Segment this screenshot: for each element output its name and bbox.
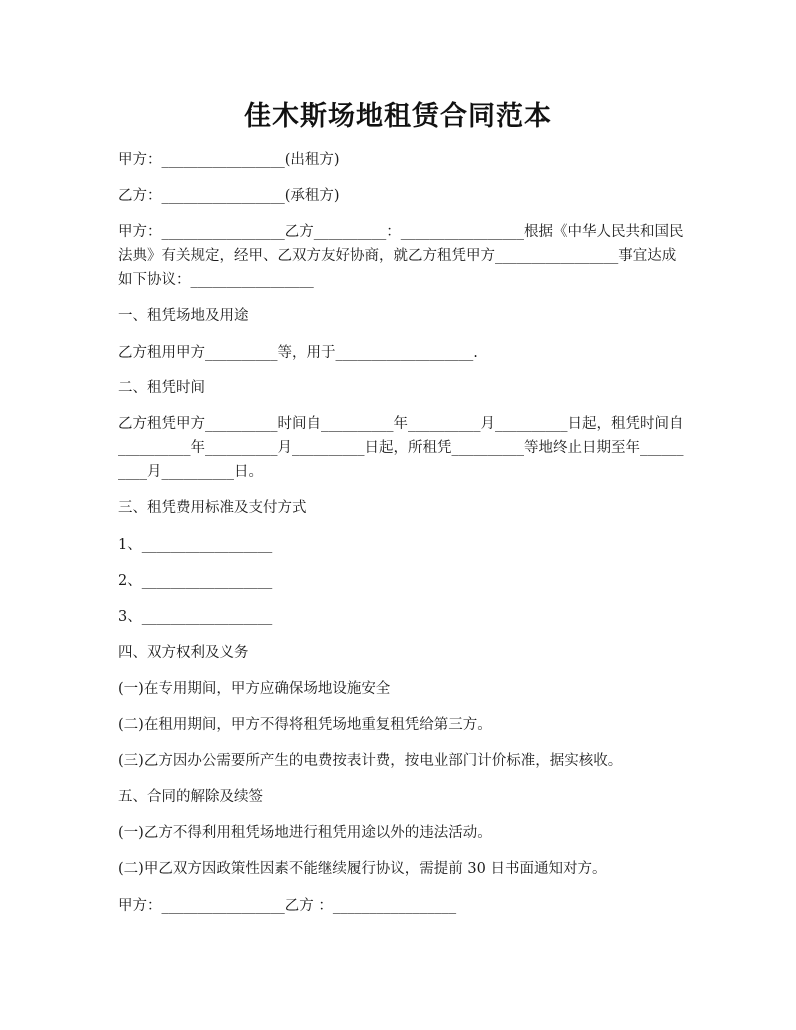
section-5-item: (一)乙方不得利用租凭场地进行租凭用途以外的违法活动。 xyxy=(118,825,492,841)
section-5-item: (二)甲乙双方因政策性因素不能继续履行协议，需提前 30 日书面通知对方。 xyxy=(118,861,607,877)
section-3-heading: 三、租凭费用标准及支付方式 xyxy=(118,500,307,516)
section-4-item: (二)在租用期间，甲方不得将租凭场地重复租凭给第三方。 xyxy=(118,717,492,733)
section-3-item: 1、__________________ xyxy=(118,537,273,553)
section-4-item: (一)在专用期间，甲方应确保场地设施安全 xyxy=(118,681,391,697)
section-2-heading: 二、租凭时间 xyxy=(118,380,205,396)
section-5-heading: 五、合同的解除及续签 xyxy=(118,789,263,805)
section-4-item: (三)乙方因办公需要所产生的电费按表计费，按电业部门计价标准，据实核收。 xyxy=(118,753,623,769)
signature-line: 甲方：_________________乙方 ：_________________ xyxy=(118,898,457,914)
party-b-line: 乙方：_________________(承租方) xyxy=(118,188,340,204)
intro-paragraph: 甲方：_________________乙方__________：_________________根据《中华人民共和国民法典》有关规定，经甲、乙双方友好协商，就乙方租凭甲方_________________事宜达成如下协议：_________________ xyxy=(118,224,684,288)
section-3-item: 3、__________________ xyxy=(118,609,273,625)
section-3-item: 2、__________________ xyxy=(118,573,273,589)
section-4-heading: 四、双方权利及义务 xyxy=(118,645,249,661)
page-title: 佳木斯场地租赁合同范本 xyxy=(244,101,552,132)
party-a-line: 甲方：_________________(出租方) xyxy=(118,152,340,168)
section-1-heading: 一、租凭场地及用途 xyxy=(118,308,249,324)
section-2-content: 乙方租凭甲方__________时间自__________年__________月__________日起，租凭时间自__________年__________月__________日起，所租凭__________等地终止日期至年__________月__________日。 xyxy=(118,416,684,480)
section-1-content: 乙方租用甲方__________等，用于___________________. xyxy=(118,345,478,361)
